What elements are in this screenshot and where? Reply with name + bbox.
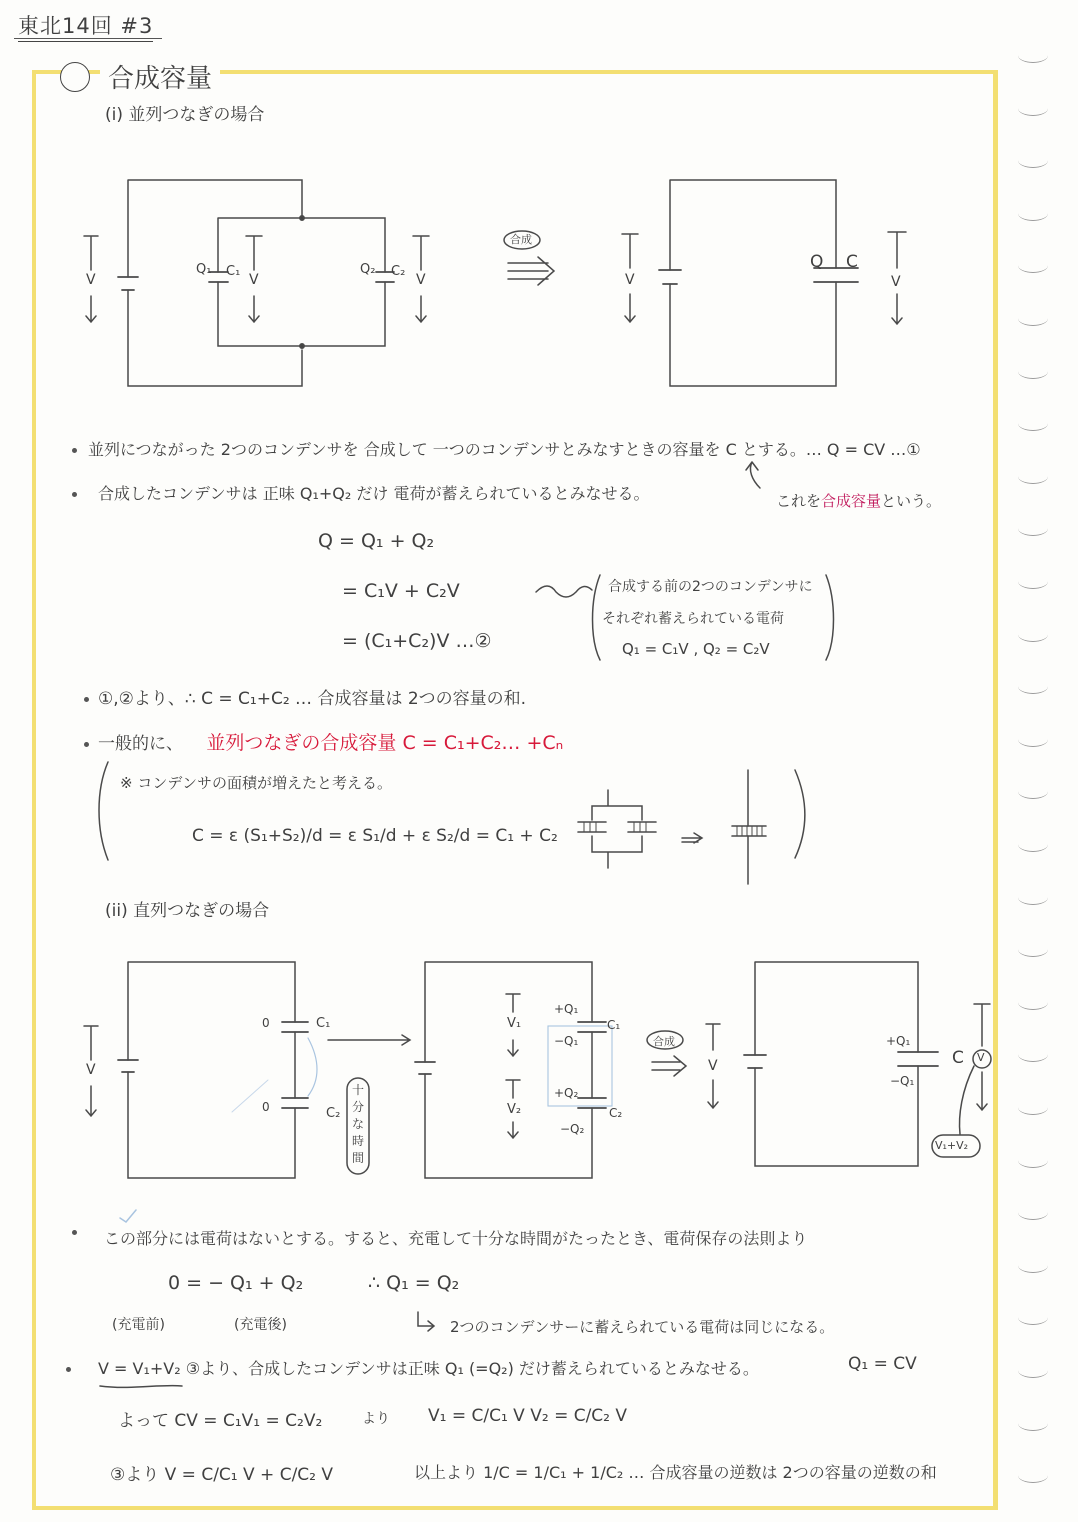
combined-parallel-circuit: [622, 180, 906, 386]
label-c-series-combined: C: [952, 1048, 964, 1068]
label-v-battery: V: [86, 272, 96, 288]
bullet: [66, 1367, 71, 1372]
label-minus-q1-combined: −Q₁: [890, 1074, 915, 1088]
parallel-heading: (i) 並列つなぎの場合: [105, 105, 265, 125]
bullet: [72, 492, 77, 497]
label-c1: C₁: [226, 264, 241, 279]
parallel-line-2: 合成したコンデンサは 正味 Q₁+Q₂ だけ 電荷が蓄えられているとみなせる。: [98, 484, 650, 503]
label-plus-q1-combined: +Q₁: [886, 1034, 911, 1048]
label-c1-series-2: C₁: [607, 1018, 621, 1032]
time-label: [350, 1082, 366, 1167]
note-term: 合成容量: [821, 492, 882, 510]
series-eq-a: よって CV = C₁V₁ = C₂V₂: [118, 1411, 323, 1431]
label-c1-series: C₁: [316, 1016, 331, 1031]
series-eq-c: ③より V = C/C₁ V + C/C₂ V: [110, 1465, 334, 1485]
label-c2: C₂: [391, 264, 406, 279]
series-circuit-1: [84, 962, 317, 1178]
note-prefix: これを: [776, 492, 822, 510]
bullet: [84, 697, 89, 702]
remark-paren-left: [99, 762, 108, 860]
series-combined-circuit: [706, 962, 991, 1166]
bullet: [84, 742, 89, 747]
time-char: 間: [351, 1151, 364, 1165]
synthesis-label-1: 合成: [510, 233, 532, 246]
label-plus-q1: +Q₁: [554, 1002, 579, 1016]
label-v2: V₂: [507, 1102, 522, 1117]
label-v-c1: V: [249, 272, 259, 288]
line4-prefix: 一般的に、: [98, 734, 183, 754]
parallel-line-3: ①,②より、∴ C = C₁+C₂ … 合成容量は 2つの容量の和.: [98, 689, 527, 709]
label-after-charge: (充電後): [234, 1317, 287, 1333]
time-char: な: [351, 1117, 364, 1131]
time-char: 十: [351, 1083, 364, 1097]
conservation-note-arrow: [418, 1312, 434, 1331]
v-underline: [100, 1386, 182, 1388]
line4-highlight: 並列つなぎの合成容量 C = C₁+C₂… +Cₙ: [206, 732, 564, 754]
label-zero-top: 0: [262, 1016, 270, 1030]
label-q1: Q₁: [196, 262, 212, 277]
conservation-note: 2つのコンデンサーに蓄えられている電荷は同じになる。: [450, 1318, 835, 1336]
parallel-eq-2: = C₁V + C₂V: [342, 580, 460, 602]
label-v-series: V: [86, 1062, 96, 1078]
bracket-right: [826, 575, 834, 660]
label-v-c2: V: [416, 272, 426, 288]
bracket-arrow: [536, 586, 592, 597]
series-line-2-right: Q₁ = CV: [848, 1354, 917, 1374]
label-c-combined: C: [846, 252, 858, 272]
bracket-line-2: それぞれ蓄えられている電荷: [602, 611, 784, 627]
label-minus-q2: −Q₂: [560, 1122, 585, 1136]
note-arrow: [746, 462, 760, 488]
series-arrow-1: [328, 1035, 410, 1045]
label-v-combined: V: [625, 272, 635, 288]
label-c2-series-2: C₂: [609, 1106, 623, 1120]
bracket-left: [593, 575, 601, 660]
synthesis-label-2: 合成: [653, 1035, 675, 1048]
conservation-eq: 0 = − Q₁ + Q₂: [168, 1272, 304, 1294]
label-before-charge: (充電前): [112, 1317, 165, 1333]
series-circuit-2: [415, 962, 612, 1178]
label-v1-plus-v2: V₁+V₂: [935, 1139, 969, 1152]
time-char: 時: [351, 1134, 364, 1148]
bracket-line-1: 合成する前の2つのコンデンサに: [608, 579, 813, 595]
label-v1: V₁: [507, 1016, 522, 1031]
page-header-title: 東北14回 #3: [18, 10, 153, 42]
parallel-line-1: 並列につながった 2つのコンデンサを 合成して 一つのコンデンサとみなすときの容量を C とする。… Q = CV …①: [88, 440, 921, 459]
series-line-2: V = V₁+V₂ ③より、合成したコンデンサは正味 Q₁ (=Q₂) だけ蓄えられているとみなせる。: [98, 1359, 759, 1378]
label-v-series-combined: V: [708, 1058, 718, 1074]
parallel-eq-1: Q = Q₁ + Q₂: [318, 530, 435, 552]
bracket-line-3: Q₁ = C₁V , Q₂ = C₂V: [622, 640, 770, 658]
label-q2: Q₂: [360, 262, 376, 277]
label-zero-bottom: 0: [262, 1100, 270, 1114]
series-eq-b: V₁ = C/C₁ V V₂ = C/C₂ V: [428, 1406, 628, 1426]
remark-text: ※ コンデンサの面積が増えたと考える。: [120, 774, 393, 792]
label-c2-series: C₂: [326, 1106, 341, 1121]
series-eq-a-yori: より: [362, 1411, 390, 1427]
label-v-combined-right: V: [891, 274, 901, 290]
parallel-eq-3: = (C₁+C₂)V …②: [342, 630, 492, 652]
label-v-circle: V: [977, 1051, 985, 1064]
series-line-1: この部分には電荷はないとする。すると、充電して十分な時間がたったとき、電荷保存の法則より: [104, 1229, 808, 1248]
conservation-eq-result: ∴ Q₁ = Q₂: [368, 1272, 460, 1294]
time-char: 分: [351, 1100, 364, 1114]
remark-paren-right: [795, 770, 805, 858]
series-eq-d: 以上より 1/C = 1/C₁ + 1/C₂ … 合成容量の逆数は 2つの容量の逆数の和: [414, 1463, 937, 1482]
bullet: [72, 448, 77, 453]
note-suffix: という。: [881, 492, 942, 510]
section-title: 合成容量: [100, 58, 220, 95]
parallel-note: [776, 490, 941, 511]
label-minus-q1: −Q₁: [554, 1034, 579, 1048]
pen-tick: [120, 1210, 136, 1222]
label-q-combined: Q: [810, 252, 824, 272]
remark-equation: C = ε (S₁+S₂)/d = ε S₁/d + ε S₂/d = C₁ + C₂: [192, 826, 558, 846]
parallel-line-4: [98, 728, 563, 755]
series-heading: (ii) 直列つなぎの場合: [105, 901, 270, 921]
bullet: [72, 1230, 77, 1235]
plate-area-diagram: [578, 770, 766, 884]
label-plus-q2: +Q₂: [554, 1086, 579, 1100]
